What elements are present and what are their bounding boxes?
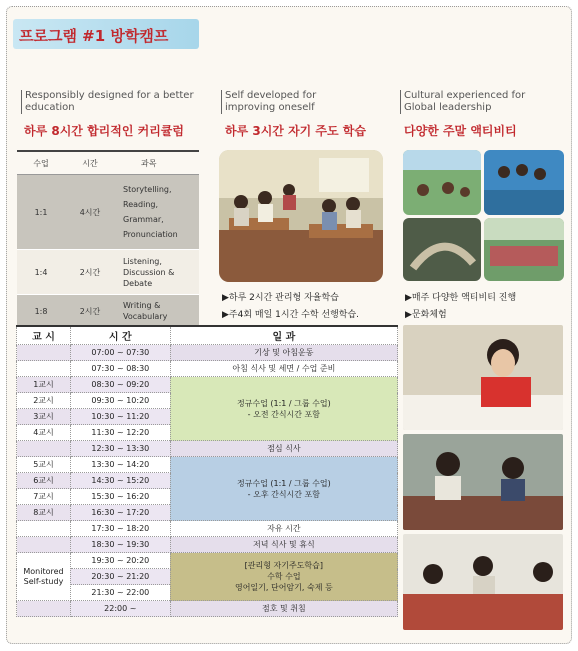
schedule-activity: 자유 시간 bbox=[170, 521, 397, 537]
schedule-time: 22:00 ~ bbox=[70, 601, 170, 617]
schedule-period: 5교시 bbox=[17, 457, 71, 473]
schedule-row bbox=[17, 441, 398, 457]
schedule-time: 07:00 ~ 07:30 bbox=[70, 345, 170, 361]
curriculum-row bbox=[17, 175, 199, 250]
schedule-activity: 저녁 식사 및 휴식 bbox=[170, 537, 397, 553]
schedule-time: 20:30 ~ 21:20 bbox=[70, 569, 170, 585]
schedule-period: 4교시 bbox=[17, 425, 71, 441]
schedule-activity: 점심 식사 bbox=[170, 441, 397, 457]
schedule-row bbox=[17, 601, 398, 617]
schedule-activity: 점호 및 취침 bbox=[170, 601, 397, 617]
schedule-activity: [관리형 자기주도학습] bbox=[244, 561, 324, 570]
schedule-activity: 정규수업 (1:1 / 그룹 수업) bbox=[236, 398, 331, 408]
schedule-time: 18:30 ~ 19:30 bbox=[70, 537, 170, 553]
middle-bullet: ▶주4회 매일 1시간 수학 선행학습. bbox=[222, 310, 360, 320]
schedule-activity-note: - 오후 간식시간 포함 bbox=[247, 489, 321, 499]
column-2-heading: Self developed for improving oneself bbox=[221, 90, 365, 114]
daily-schedule-table bbox=[16, 325, 398, 617]
schedule-time: 11:30 ~ 12:20 bbox=[70, 425, 170, 441]
schedule-row bbox=[17, 521, 398, 537]
schedule-period: 6교시 bbox=[17, 473, 71, 489]
student-photo bbox=[403, 434, 563, 530]
curriculum-subjects: Storytelling, Reading, Grammar, Pronunciation bbox=[123, 185, 178, 239]
schedule-activity-note: - 오전 간식시간 포함 bbox=[247, 409, 321, 419]
schedule-time: 14:30 ~ 15:20 bbox=[70, 473, 170, 489]
afternoon-class-block bbox=[170, 457, 397, 521]
curriculum-row bbox=[17, 250, 199, 295]
classroom-photo bbox=[219, 150, 383, 282]
curriculum-hours: 2시간 bbox=[79, 267, 101, 277]
schedule-time: 21:30 ~ 22:00 bbox=[70, 585, 170, 601]
program-title-bar bbox=[13, 19, 199, 49]
activity-photo bbox=[403, 218, 481, 281]
schedule-header-period: 교 시 bbox=[17, 326, 71, 345]
curriculum-header-row bbox=[17, 152, 199, 175]
student-photo bbox=[403, 325, 563, 430]
schedule-period: 3교시 bbox=[17, 409, 71, 425]
schedule-time: 13:30 ~ 14:20 bbox=[70, 457, 170, 473]
curriculum-hours: 2시간 bbox=[79, 306, 101, 316]
schedule-activity: 정규수업 (1:1 / 그룹 수업) bbox=[236, 478, 331, 488]
schedule-time: 09:30 ~ 10:20 bbox=[70, 393, 170, 409]
schedule-time: 08:30 ~ 09:20 bbox=[70, 377, 170, 393]
curriculum-level: 1:1 bbox=[34, 207, 48, 217]
curriculum-table bbox=[17, 150, 199, 328]
schedule-row bbox=[17, 361, 398, 377]
curriculum-header-hours: 시간 bbox=[82, 158, 98, 168]
right-bullet: ▶문화체험 bbox=[405, 310, 447, 320]
schedule-time: 16:30 ~ 17:20 bbox=[70, 505, 170, 521]
schedule-time: 12:30 ~ 13:30 bbox=[70, 441, 170, 457]
curriculum-header-class: 수업 bbox=[33, 158, 49, 168]
schedule-row bbox=[17, 377, 398, 393]
schedule-period: 8교시 bbox=[17, 505, 71, 521]
schedule-activity: 수학 수업 bbox=[267, 572, 301, 581]
right-bullet: ▶매주 다양한 액티비티 진행 bbox=[405, 293, 517, 303]
column-2-subtitle: 하루 3시간 자기 주도 학습 bbox=[225, 124, 366, 138]
schedule-activity: 영어일기, 단어암기, 숙제 등 bbox=[234, 583, 333, 592]
morning-class-block bbox=[170, 377, 397, 441]
column-3-subtitle: 다양한 주말 액티비티 bbox=[404, 124, 517, 138]
schedule-activity: 기상 및 아침운동 bbox=[170, 345, 397, 361]
curriculum-level: 1:8 bbox=[34, 306, 48, 316]
schedule-period: Monitored Self-study bbox=[17, 553, 71, 601]
schedule-time: 10:30 ~ 11:20 bbox=[70, 409, 170, 425]
curriculum-hours: 4시간 bbox=[79, 207, 101, 217]
curriculum-header-subjects: 과목 bbox=[141, 158, 157, 168]
schedule-row bbox=[17, 553, 398, 569]
schedule-period: 7교시 bbox=[17, 489, 71, 505]
schedule-header-row bbox=[17, 326, 398, 345]
schedule-row bbox=[17, 457, 398, 473]
activity-photo bbox=[484, 150, 564, 215]
self-study-block bbox=[170, 553, 397, 601]
activity-photo bbox=[484, 218, 564, 281]
schedule-time: 15:30 ~ 16:20 bbox=[70, 489, 170, 505]
column-1-heading: Responsibly designed for a better education bbox=[21, 90, 195, 114]
curriculum-row bbox=[17, 295, 199, 328]
schedule-period: 2교시 bbox=[17, 393, 71, 409]
program-title: 프로그램 #1 방학캠프 bbox=[19, 27, 169, 45]
student-photo bbox=[403, 534, 563, 630]
activity-photo bbox=[403, 150, 481, 215]
column-3-heading: Cultural experienced for Global leadership bbox=[400, 90, 554, 114]
schedule-row bbox=[17, 537, 398, 553]
column-1-subtitle: 하루 8시간 합리적인 커리큘럼 bbox=[24, 124, 184, 138]
schedule-activity: 아침 식사 및 세면 / 수업 준비 bbox=[170, 361, 397, 377]
schedule-time: 17:30 ~ 18:20 bbox=[70, 521, 170, 537]
schedule-row bbox=[17, 345, 398, 361]
curriculum-subjects: Writing & Vocabulary bbox=[123, 301, 168, 321]
schedule-header-time: 시 간 bbox=[70, 326, 170, 345]
curriculum-level: 1:4 bbox=[34, 267, 48, 277]
middle-bullet: ▶하루 2시간 관리형 자율학습 bbox=[222, 293, 339, 303]
curriculum-subjects: Listening, Discussion & Debate bbox=[123, 256, 175, 288]
schedule-period: 1교시 bbox=[17, 377, 71, 393]
schedule-time: 19:30 ~ 20:20 bbox=[70, 553, 170, 569]
schedule-header-activity: 일 과 bbox=[170, 326, 397, 345]
schedule-time: 07:30 ~ 08:30 bbox=[70, 361, 170, 377]
